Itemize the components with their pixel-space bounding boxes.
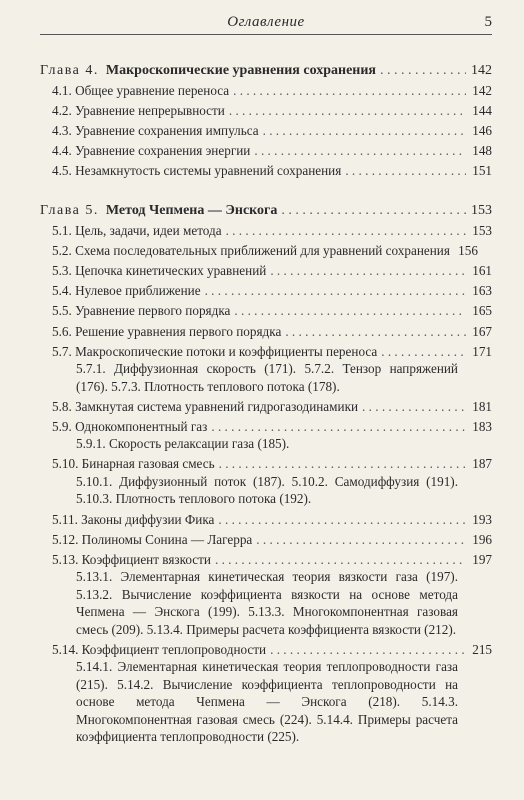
section-label: 4.2. Уравнение непрерывности <box>52 103 225 119</box>
subsections-5-10: 5.10.1. Диффузионный поток (187). 5.10.2. Самодиффузия (191). 5.10.3. Плотность теплового потока (192). <box>76 473 458 507</box>
dot-leader <box>205 282 466 300</box>
dot-leader <box>380 62 466 80</box>
chapter-page: 142 <box>471 63 492 78</box>
toc-entry-5-1[interactable] <box>40 222 492 240</box>
dot-leader <box>226 222 466 240</box>
section-label: 4.3. Уравнение сохранения импульса <box>52 123 259 139</box>
section-label: 5.10. Бинарная газовая смесь <box>52 456 215 472</box>
dot-leader <box>218 511 466 529</box>
chapter-keyword: Глава 4. <box>40 63 99 78</box>
dot-leader <box>229 102 466 120</box>
chapter-page: 153 <box>471 202 492 218</box>
toc-entry-5-9[interactable] <box>40 418 492 436</box>
section-page: 144 <box>472 103 492 119</box>
section-label: 5.6. Решение уравнения первого порядка <box>52 323 282 339</box>
dot-leader <box>219 455 466 473</box>
dot-leader <box>381 343 466 361</box>
section-label: 5.2. Схема последовательных приближений для уравнений сохранения <box>52 243 450 259</box>
header-page-number: 5 <box>484 14 492 30</box>
chapter-label <box>40 202 277 220</box>
section-page: 148 <box>472 143 492 159</box>
dot-leader <box>345 162 466 180</box>
toc-entry-5-8[interactable] <box>40 398 492 416</box>
section-page: 161 <box>472 263 492 279</box>
chapter-name: Макроскопические уравнения сохранения <box>105 63 376 78</box>
section-page: 165 <box>472 303 492 319</box>
dot-leader <box>270 262 466 280</box>
chapter-4-entry[interactable] <box>40 62 492 80</box>
dot-leader <box>362 398 466 416</box>
section-page: 142 <box>472 83 492 99</box>
subsections-5-13: 5.13.1. Элементарная кинетическая теория вязкости газа (197). 5.13.2. Вычисление коэффициента вязкости на основе метода Чепмена — Энскога (199). 5.13.3. Многокомпонентная газовая смесь (209). 5.13.4. Примеры расчета коэффициента вязкости (212). <box>76 569 458 637</box>
dot-leader <box>233 82 466 100</box>
section-page: 196 <box>472 531 492 547</box>
section-label: 5.3. Цепочка кинетических уравнений <box>52 263 267 279</box>
dot-leader <box>215 551 466 569</box>
section-label: 5.8. Замкнутая система уравнений гидрогазодинамики <box>52 398 359 414</box>
toc-entry-5-11[interactable] <box>40 511 492 529</box>
section-page: 197 <box>472 551 492 567</box>
toc-entry-5-3[interactable] <box>40 262 492 280</box>
section-label: 5.7. Макроскопические потоки и коэффициенты переноса <box>52 343 378 359</box>
section-label: 4.4. Уравнение сохранения энергии <box>52 143 251 159</box>
dot-leader <box>285 323 466 341</box>
section-label: 5.11. Законы диффузии Фика <box>52 511 215 527</box>
section-page: 215 <box>472 641 492 657</box>
toc-entry-5-5[interactable] <box>40 302 492 320</box>
section-label: 5.13. Коэффициент вязкости <box>52 551 211 567</box>
section-label: 5.4. Нулевое приближение <box>52 283 201 299</box>
dot-leader <box>270 641 466 659</box>
chapter-label <box>40 62 376 80</box>
toc-entry-5-10[interactable] <box>40 455 492 473</box>
section-label: 4.5. Незамкнутость системы уравнений сохранения <box>52 163 342 179</box>
toc-entry-5-12[interactable] <box>40 531 492 549</box>
section-page: 183 <box>472 418 492 434</box>
toc-entry-5-6[interactable] <box>40 323 492 341</box>
chapter-name: Метод Чепмена — Энскога <box>105 202 278 218</box>
section-page: 151 <box>472 163 492 179</box>
toc-entry-4-1[interactable] <box>40 82 492 100</box>
chapter-keyword: Глава 5. <box>40 202 99 218</box>
section-page: 171 <box>472 343 492 359</box>
table-of-contents <box>40 62 492 746</box>
dot-leader <box>263 122 466 140</box>
subsections-5-9: 5.9.1. Скорость релаксации газа (185). <box>76 436 290 452</box>
section-page: 193 <box>472 511 492 527</box>
section-page: 163 <box>472 283 492 299</box>
toc-entry-5-4[interactable] <box>40 282 492 300</box>
dot-leader <box>234 302 466 320</box>
subsections-5-14: 5.14.1. Элементарная кинетическая теория теплопроводности газа (215). 5.14.2. Вычисление коэффициента теплопроводности на основе метода Чепмена — Энскога (218). 5.14.3. Многокомпонентная газовая смесь (224). 5.14.4. Примеры расчета коэффициента теплопроводности (225). <box>76 659 458 745</box>
toc-entry-5-13[interactable] <box>40 551 492 569</box>
toc-entry-4-3[interactable] <box>40 122 492 140</box>
section-label: 5.9. Однокомпонентный газ <box>52 418 208 434</box>
header-title: Оглавление <box>227 14 305 30</box>
section-label: 4.1. Общее уравнение переноса <box>52 83 230 99</box>
toc-entry-5-7[interactable] <box>40 343 492 361</box>
toc-entry-4-2[interactable] <box>40 102 492 120</box>
dot-leader <box>211 418 466 436</box>
chapter-gap <box>40 180 492 196</box>
section-label: 5.5. Уравнение первого порядка <box>52 303 231 319</box>
section-page: 187 <box>472 456 492 472</box>
section-page: 156 <box>458 243 478 259</box>
section-page: 167 <box>472 323 492 339</box>
section-label: 5.1. Цель, задачи, идеи метода <box>52 223 222 239</box>
section-page: 153 <box>472 223 492 239</box>
chapter-5-entry[interactable] <box>40 202 492 220</box>
toc-entry-5-14[interactable] <box>40 641 492 659</box>
dot-leader <box>281 202 466 220</box>
subsections-5-7: 5.7.1. Диффузионная скорость (171). 5.7.2. Тензор напряжений (176). 5.7.3. Плотность теплового потока (178). <box>76 361 458 394</box>
running-header <box>40 12 492 35</box>
dot-leader <box>254 142 466 160</box>
section-page: 181 <box>472 398 492 414</box>
section-label: 5.14. Коэффициент теплопроводности <box>52 641 267 657</box>
toc-entry-5-2[interactable] <box>40 242 492 260</box>
toc-entry-4-4[interactable] <box>40 142 492 160</box>
section-page: 146 <box>472 123 492 139</box>
toc-entry-4-5[interactable] <box>40 162 492 180</box>
dot-leader <box>256 531 466 549</box>
section-label: 5.12. Полиномы Сонина — Лагерра <box>52 531 253 547</box>
